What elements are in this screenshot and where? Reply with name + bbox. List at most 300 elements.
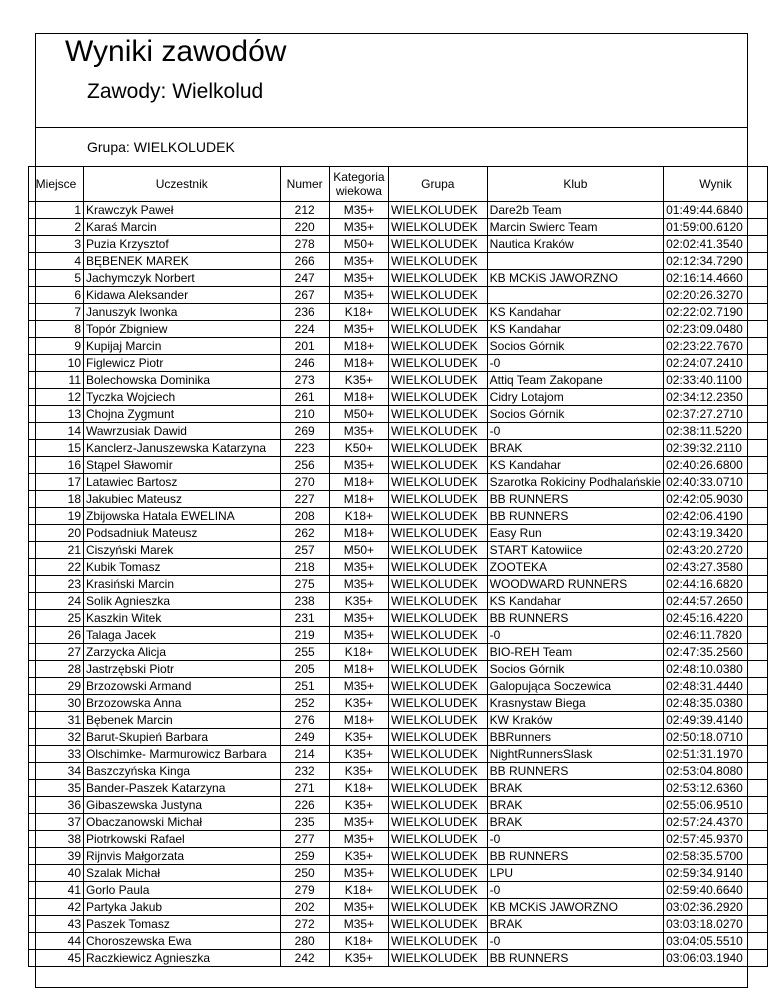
cell-place: 19 xyxy=(29,508,84,525)
cell-category: M50+ xyxy=(329,406,388,423)
table-row xyxy=(29,848,768,865)
cell-name: Baszczyńska Kinga xyxy=(84,763,281,780)
cell-number: 235 xyxy=(280,814,329,831)
cell-category: K35+ xyxy=(329,593,388,610)
cell-name: Raczkiewicz Agnieszka xyxy=(84,950,281,967)
cell-place: 7 xyxy=(29,304,84,321)
cell-name: Kubik Tomasz xyxy=(84,559,281,576)
cell-number: 273 xyxy=(280,372,329,389)
table-row xyxy=(29,610,768,627)
cell-number: 220 xyxy=(280,219,329,236)
cell-group: WIELKOLUDEK xyxy=(388,831,487,848)
header-divider xyxy=(35,127,748,128)
cell-group: WIELKOLUDEK xyxy=(388,950,487,967)
cell-result: 02:45:16.4220 xyxy=(664,610,768,627)
cell-club: WOODWARD RUNNERS xyxy=(487,576,663,593)
cell-place: 20 xyxy=(29,525,84,542)
cell-result: 02:23:09.0480 xyxy=(664,321,768,338)
cell-group: WIELKOLUDEK xyxy=(388,695,487,712)
cell-category: K18+ xyxy=(329,644,388,661)
cell-group: WIELKOLUDEK xyxy=(388,933,487,950)
cell-number: 279 xyxy=(280,882,329,899)
cell-club: KB MCKiS JAWORZNO xyxy=(487,899,663,916)
cell-club: -0 xyxy=(487,933,663,950)
cell-number: 252 xyxy=(280,695,329,712)
cell-result: 02:44:16.6820 xyxy=(664,576,768,593)
cell-club: START Katowiice xyxy=(487,542,663,559)
cell-group: WIELKOLUDEK xyxy=(388,304,487,321)
cell-place: 29 xyxy=(29,678,84,695)
cell-category: M35+ xyxy=(329,814,388,831)
cell-group: WIELKOLUDEK xyxy=(388,865,487,882)
cell-number: 236 xyxy=(280,304,329,321)
cell-name: Bander-Paszek Katarzyna xyxy=(84,780,281,797)
cell-category: K35+ xyxy=(329,746,388,763)
cell-place: 9 xyxy=(29,338,84,355)
cell-place: 34 xyxy=(29,763,84,780)
cell-place: 37 xyxy=(29,814,84,831)
cell-number: 226 xyxy=(280,797,329,814)
cell-name: Gorlo Paula xyxy=(84,882,281,899)
cell-club: Szarotka Rokiciny Podhalańskie xyxy=(487,474,663,491)
cell-place: 10 xyxy=(29,355,84,372)
table-row xyxy=(29,559,768,576)
cell-result: 01:59:00.6120 xyxy=(664,219,768,236)
cell-number: 262 xyxy=(280,525,329,542)
table-row xyxy=(29,202,768,219)
table-row xyxy=(29,389,768,406)
cell-category: K35+ xyxy=(329,729,388,746)
column-header-result: Wynik xyxy=(664,167,768,202)
group-label: Grupa: WIELKOLUDEK xyxy=(87,139,235,155)
table-row xyxy=(29,950,768,967)
cell-result: 02:48:31.4440 xyxy=(664,678,768,695)
cell-name: Topór Zbigniew xyxy=(84,321,281,338)
cell-result: 02:48:10.0380 xyxy=(664,661,768,678)
cell-club: -0 xyxy=(487,423,663,440)
cell-club: ZOOTEKA xyxy=(487,559,663,576)
cell-result: 02:40:33.0710 xyxy=(664,474,768,491)
cell-number: 261 xyxy=(280,389,329,406)
cell-result: 02:53:12.6360 xyxy=(664,780,768,797)
cell-club: Galopująca Soczewica xyxy=(487,678,663,695)
cell-place: 13 xyxy=(29,406,84,423)
cell-name: Barut-Skupień Barbara xyxy=(84,729,281,746)
cell-result: 02:51:31.1970 xyxy=(664,746,768,763)
cell-group: WIELKOLUDEK xyxy=(388,338,487,355)
cell-group: WIELKOLUDEK xyxy=(388,678,487,695)
cell-place: 5 xyxy=(29,270,84,287)
cell-group: WIELKOLUDEK xyxy=(388,610,487,627)
cell-category: M35+ xyxy=(329,202,388,219)
cell-place: 27 xyxy=(29,644,84,661)
cell-category: M35+ xyxy=(329,627,388,644)
cell-name: Wawrzusiak Dawid xyxy=(84,423,281,440)
cell-result: 02:42:05.9030 xyxy=(664,491,768,508)
cell-number: 238 xyxy=(280,593,329,610)
cell-number: 267 xyxy=(280,287,329,304)
cell-group: WIELKOLUDEK xyxy=(388,661,487,678)
cell-club: KS Kandahar xyxy=(487,593,663,610)
cell-place: 44 xyxy=(29,933,84,950)
cell-number: 202 xyxy=(280,899,329,916)
cell-place: 26 xyxy=(29,627,84,644)
cell-club: BRAK xyxy=(487,916,663,933)
table-row xyxy=(29,933,768,950)
results-body xyxy=(29,202,768,967)
cell-group: WIELKOLUDEK xyxy=(388,491,487,508)
cell-category: K18+ xyxy=(329,882,388,899)
cell-club: BB RUNNERS xyxy=(487,508,663,525)
cell-name: Bolechowska Dominika xyxy=(84,372,281,389)
cell-name: Bębenek Marcin xyxy=(84,712,281,729)
cell-place: 22 xyxy=(29,559,84,576)
cell-group: WIELKOLUDEK xyxy=(388,474,487,491)
cell-name: Karaś Marcin xyxy=(84,219,281,236)
cell-name: Zbijowska Hatala EWELINA xyxy=(84,508,281,525)
cell-result: 02:42:06.4190 xyxy=(664,508,768,525)
cell-name: Talaga Jacek xyxy=(84,627,281,644)
table-row xyxy=(29,797,768,814)
cell-category: K50+ xyxy=(329,440,388,457)
cell-club: KS Kandahar xyxy=(487,457,663,474)
cell-name: Brzozowski Armand xyxy=(84,678,281,695)
cell-place: 3 xyxy=(29,236,84,253)
table-row xyxy=(29,372,768,389)
cell-category: K18+ xyxy=(329,933,388,950)
cell-category: K35+ xyxy=(329,797,388,814)
table-row xyxy=(29,457,768,474)
cell-name: BĘBENEK MAREK xyxy=(84,253,281,270)
cell-place: 8 xyxy=(29,321,84,338)
cell-result: 02:50:18.0710 xyxy=(664,729,768,746)
cell-category: M35+ xyxy=(329,916,388,933)
cell-group: WIELKOLUDEK xyxy=(388,287,487,304)
cell-club: Krasnystaw Biega xyxy=(487,695,663,712)
cell-group: WIELKOLUDEK xyxy=(388,763,487,780)
cell-place: 40 xyxy=(29,865,84,882)
cell-place: 4 xyxy=(29,253,84,270)
cell-place: 6 xyxy=(29,287,84,304)
cell-place: 11 xyxy=(29,372,84,389)
cell-result: 02:57:45.9370 xyxy=(664,831,768,848)
cell-place: 25 xyxy=(29,610,84,627)
cell-group: WIELKOLUDEK xyxy=(388,712,487,729)
cell-result: 02:43:19.3420 xyxy=(664,525,768,542)
table-row xyxy=(29,865,768,882)
cell-name: Stąpel Sławomir xyxy=(84,457,281,474)
cell-club: Easy Run xyxy=(487,525,663,542)
cell-category: M18+ xyxy=(329,338,388,355)
cell-place: 42 xyxy=(29,899,84,916)
cell-name: Obaczanowski Michał xyxy=(84,814,281,831)
cell-group: WIELKOLUDEK xyxy=(388,882,487,899)
cell-result: 02:34:12.2350 xyxy=(664,389,768,406)
cell-category: M18+ xyxy=(329,525,388,542)
cell-group: WIELKOLUDEK xyxy=(388,406,487,423)
cell-category: M50+ xyxy=(329,236,388,253)
cell-number: 278 xyxy=(280,236,329,253)
cell-category: K18+ xyxy=(329,780,388,797)
cell-result: 02:43:20.2720 xyxy=(664,542,768,559)
cell-club: NightRunnersSlask xyxy=(487,746,663,763)
column-header-category: Kategoria wiekowa xyxy=(329,167,388,202)
cell-group: WIELKOLUDEK xyxy=(388,797,487,814)
competition-name: Zawody: Wielkolud xyxy=(87,80,264,103)
cell-number: 247 xyxy=(280,270,329,287)
table-row xyxy=(29,321,768,338)
cell-group: WIELKOLUDEK xyxy=(388,457,487,474)
cell-name: Jakubiec Mateusz xyxy=(84,491,281,508)
cell-result: 02:57:24.4370 xyxy=(664,814,768,831)
cell-place: 30 xyxy=(29,695,84,712)
cell-name: Figlewicz Piotr xyxy=(84,355,281,372)
cell-club: Nautica Kraków xyxy=(487,236,663,253)
table-row xyxy=(29,253,768,270)
cell-club: KW Kraków xyxy=(487,712,663,729)
cell-name: Tyczka Wojciech xyxy=(84,389,281,406)
cell-name: Ciszyński Marek xyxy=(84,542,281,559)
table-row xyxy=(29,593,768,610)
cell-club: Marcin Swierc Team xyxy=(487,219,663,236)
table-row xyxy=(29,627,768,644)
cell-place: 12 xyxy=(29,389,84,406)
cell-name: Olschimke- Marmurowicz Barbara xyxy=(84,746,281,763)
cell-category: M35+ xyxy=(329,610,388,627)
cell-category: M35+ xyxy=(329,270,388,287)
cell-result: 02:47:35.2560 xyxy=(664,644,768,661)
cell-result: 03:04:05.5510 xyxy=(664,933,768,950)
cell-club: LPU xyxy=(487,865,663,882)
cell-number: 227 xyxy=(280,491,329,508)
cell-name: Rijnvis Małgorzata xyxy=(84,848,281,865)
cell-place: 21 xyxy=(29,542,84,559)
cell-name: Piotrkowski Rafael xyxy=(84,831,281,848)
table-row xyxy=(29,814,768,831)
cell-number: 249 xyxy=(280,729,329,746)
cell-result: 02:39:32.2110 xyxy=(664,440,768,457)
cell-club: KS Kandahar xyxy=(487,304,663,321)
cell-group: WIELKOLUDEK xyxy=(388,355,487,372)
cell-category: K35+ xyxy=(329,695,388,712)
cell-group: WIELKOLUDEK xyxy=(388,389,487,406)
cell-category: M35+ xyxy=(329,457,388,474)
cell-club: BRAK xyxy=(487,780,663,797)
cell-number: 277 xyxy=(280,831,329,848)
cell-number: 270 xyxy=(280,474,329,491)
table-row xyxy=(29,355,768,372)
table-row xyxy=(29,236,768,253)
cell-club: BBRunners xyxy=(487,729,663,746)
cell-group: WIELKOLUDEK xyxy=(388,814,487,831)
cell-name: Chojna Zygmunt xyxy=(84,406,281,423)
table-header-row xyxy=(29,167,768,202)
table-row xyxy=(29,508,768,525)
cell-result: 02:59:34.9140 xyxy=(664,865,768,882)
cell-category: M50+ xyxy=(329,542,388,559)
cell-club xyxy=(487,253,663,270)
cell-club: Cidry Lotajom xyxy=(487,389,663,406)
page-title: Wyniki zawodów xyxy=(65,35,287,68)
cell-group: WIELKOLUDEK xyxy=(388,593,487,610)
cell-number: 257 xyxy=(280,542,329,559)
cell-result: 02:58:35.5700 xyxy=(664,848,768,865)
cell-category: M35+ xyxy=(329,219,388,236)
cell-result: 02:12:34.7290 xyxy=(664,253,768,270)
cell-category: M35+ xyxy=(329,865,388,882)
cell-number: 201 xyxy=(280,338,329,355)
cell-category: K18+ xyxy=(329,304,388,321)
table-row xyxy=(29,661,768,678)
cell-result: 02:02:41.3540 xyxy=(664,236,768,253)
table-row xyxy=(29,916,768,933)
cell-name: Partyka Jakub xyxy=(84,899,281,916)
cell-name: Choroszewska Ewa xyxy=(84,933,281,950)
cell-place: 45 xyxy=(29,950,84,967)
cell-group: WIELKOLUDEK xyxy=(388,746,487,763)
cell-category: M35+ xyxy=(329,253,388,270)
cell-category: M35+ xyxy=(329,287,388,304)
cell-result: 03:06:03.1940 xyxy=(664,950,768,967)
cell-category: K35+ xyxy=(329,763,388,780)
column-header-club: Klub xyxy=(487,167,663,202)
cell-category: M18+ xyxy=(329,474,388,491)
cell-club: Socios Górnik xyxy=(487,661,663,678)
cell-place: 14 xyxy=(29,423,84,440)
column-header-number: Numer xyxy=(280,167,329,202)
cell-category: M18+ xyxy=(329,661,388,678)
cell-result: 02:24:07.2410 xyxy=(664,355,768,372)
cell-category: M35+ xyxy=(329,576,388,593)
cell-category: M35+ xyxy=(329,423,388,440)
cell-place: 17 xyxy=(29,474,84,491)
cell-result: 02:53:04.8080 xyxy=(664,763,768,780)
column-header-group: Grupa xyxy=(388,167,487,202)
cell-number: 218 xyxy=(280,559,329,576)
cell-name: Krasiński Marcin xyxy=(84,576,281,593)
cell-place: 35 xyxy=(29,780,84,797)
cell-number: 271 xyxy=(280,780,329,797)
cell-group: WIELKOLUDEK xyxy=(388,525,487,542)
cell-group: WIELKOLUDEK xyxy=(388,236,487,253)
cell-name: Kupijaj Marcin xyxy=(84,338,281,355)
cell-category: M35+ xyxy=(329,321,388,338)
cell-club: BB RUNNERS xyxy=(487,848,663,865)
table-row xyxy=(29,338,768,355)
table-row xyxy=(29,542,768,559)
cell-group: WIELKOLUDEK xyxy=(388,542,487,559)
cell-category: K35+ xyxy=(329,372,388,389)
cell-result: 02:55:06.9510 xyxy=(664,797,768,814)
cell-group: WIELKOLUDEK xyxy=(388,202,487,219)
table-row xyxy=(29,270,768,287)
cell-number: 250 xyxy=(280,865,329,882)
cell-category: M35+ xyxy=(329,831,388,848)
cell-number: 214 xyxy=(280,746,329,763)
cell-result: 02:49:39.4140 xyxy=(664,712,768,729)
cell-result: 02:48:35.0380 xyxy=(664,695,768,712)
table-row xyxy=(29,440,768,457)
table-row xyxy=(29,763,768,780)
cell-place: 39 xyxy=(29,848,84,865)
cell-number: 246 xyxy=(280,355,329,372)
cell-number: 256 xyxy=(280,457,329,474)
cell-number: 208 xyxy=(280,508,329,525)
cell-category: M35+ xyxy=(329,899,388,916)
cell-name: Szalak Michał xyxy=(84,865,281,882)
cell-place: 15 xyxy=(29,440,84,457)
cell-club: Attiq Team Zakopane xyxy=(487,372,663,389)
cell-place: 41 xyxy=(29,882,84,899)
cell-result: 02:59:40.6640 xyxy=(664,882,768,899)
cell-group: WIELKOLUDEK xyxy=(388,423,487,440)
cell-group: WIELKOLUDEK xyxy=(388,644,487,661)
cell-group: WIELKOLUDEK xyxy=(388,372,487,389)
table-row xyxy=(29,219,768,236)
cell-number: 223 xyxy=(280,440,329,457)
cell-result: 02:37:27.2710 xyxy=(664,406,768,423)
cell-number: 272 xyxy=(280,916,329,933)
cell-result: 03:02:36.2920 xyxy=(664,899,768,916)
cell-group: WIELKOLUDEK xyxy=(388,627,487,644)
cell-number: 219 xyxy=(280,627,329,644)
cell-number: 259 xyxy=(280,848,329,865)
table-row xyxy=(29,576,768,593)
cell-group: WIELKOLUDEK xyxy=(388,729,487,746)
cell-number: 212 xyxy=(280,202,329,219)
cell-result: 02:20:26.3270 xyxy=(664,287,768,304)
cell-number: 231 xyxy=(280,610,329,627)
cell-name: Gibaszewska Justyna xyxy=(84,797,281,814)
cell-number: 266 xyxy=(280,253,329,270)
table-row xyxy=(29,423,768,440)
cell-name: Krawczyk Paweł xyxy=(84,202,281,219)
table-row xyxy=(29,712,768,729)
cell-name: Kanclerz-Januszewska Katarzyna xyxy=(84,440,281,457)
cell-club: BRAK xyxy=(487,797,663,814)
cell-group: WIELKOLUDEK xyxy=(388,899,487,916)
cell-place: 18 xyxy=(29,491,84,508)
table-row xyxy=(29,746,768,763)
cell-club: Socios Górnik xyxy=(487,406,663,423)
cell-group: WIELKOLUDEK xyxy=(388,559,487,576)
cell-number: 251 xyxy=(280,678,329,695)
cell-club: BB RUNNERS xyxy=(487,950,663,967)
table-row xyxy=(29,474,768,491)
cell-club: -0 xyxy=(487,882,663,899)
cell-number: 242 xyxy=(280,950,329,967)
column-header-name: Uczestnik xyxy=(84,167,281,202)
cell-group: WIELKOLUDEK xyxy=(388,916,487,933)
cell-result: 02:44:57.2650 xyxy=(664,593,768,610)
cell-group: WIELKOLUDEK xyxy=(388,440,487,457)
cell-club: BB RUNNERS xyxy=(487,610,663,627)
cell-number: 275 xyxy=(280,576,329,593)
cell-name: Zarzycka Alicja xyxy=(84,644,281,661)
cell-number: 232 xyxy=(280,763,329,780)
table-row xyxy=(29,491,768,508)
cell-club: BB RUNNERS xyxy=(487,491,663,508)
cell-club: -0 xyxy=(487,355,663,372)
cell-club: KS Kandahar xyxy=(487,321,663,338)
cell-number: 280 xyxy=(280,933,329,950)
cell-group: WIELKOLUDEK xyxy=(388,270,487,287)
cell-place: 16 xyxy=(29,457,84,474)
results-table xyxy=(28,166,768,967)
cell-club: -0 xyxy=(487,831,663,848)
cell-group: WIELKOLUDEK xyxy=(388,848,487,865)
cell-category: M18+ xyxy=(329,355,388,372)
